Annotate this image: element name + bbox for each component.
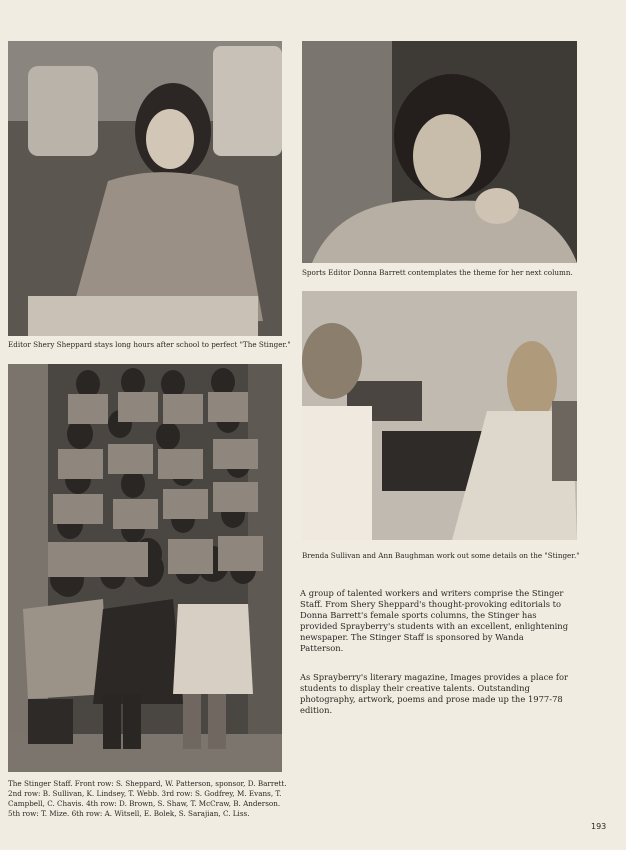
staff-caption-line-4: 5th row: T. Mize. 6th row: A. Witsell, E. Bolek, S. Sarajian, C. Liss. <box>8 809 250 818</box>
editor-photo <box>8 41 282 336</box>
staff-caption-line-1: The Stinger Staff. Front row: S. Sheppard, W. Patterson, sponsor, D. Barrett. <box>8 779 287 788</box>
work-out-photo <box>302 291 577 540</box>
stinger-paragraph <box>300 588 582 654</box>
sports-editor-photo <box>302 41 577 263</box>
images-paragraph <box>300 672 582 716</box>
paragraph1-line-5: newspaper. The Stinger Staff is sponsored by Wanda <box>300 632 524 642</box>
staff-caption-line-3: Campbell, C. Chavis. 4th row: D. Brown, S. Shaw, T. McCraw, B. Anderson. <box>8 799 281 808</box>
paragraph1-line-2: Staff. From Shery Sheppard's thought-provoking editorials to <box>300 599 562 609</box>
paragraph2-line-1: As Sprayberry's literary magazine, Images provides a place for <box>300 672 569 682</box>
paragraph2-line-3: photography, artwork, poems and prose made up the 1977-78 <box>300 694 563 704</box>
paragraph1-line-4: provided Sprayberry's students with an excellent, enlightening <box>300 621 569 631</box>
editor-caption: Editor Shery Sheppard stays long hours after school to perfect "The Stinger." <box>8 340 291 349</box>
paragraph2-line-4: edition. <box>300 705 333 715</box>
page-number: 193 <box>591 822 607 831</box>
paragraph1-line-6: Patterson. <box>300 643 344 653</box>
work-out-caption: Brenda Sullivan and Ann Baughman work out some details on the "Stinger." <box>302 551 580 560</box>
paragraph1-line-1: A group of talented workers and writers comprise the Stinger <box>300 588 564 598</box>
staff-photo <box>8 364 282 772</box>
paragraph2-line-2: students to display their creative talents. Outstanding <box>300 683 530 693</box>
sports-editor-caption: Sports Editor Donna Barrett contemplates the theme for her next column. <box>302 268 573 277</box>
paragraph1-line-3: Donna Barrett's female sports columns, the Stinger has <box>300 610 537 620</box>
staff-caption-line-2: 2nd row: B. Sullivan, K. Lindsey, T. Webb. 3rd row: S. Godfrey, M. Evans, T. <box>8 789 282 798</box>
